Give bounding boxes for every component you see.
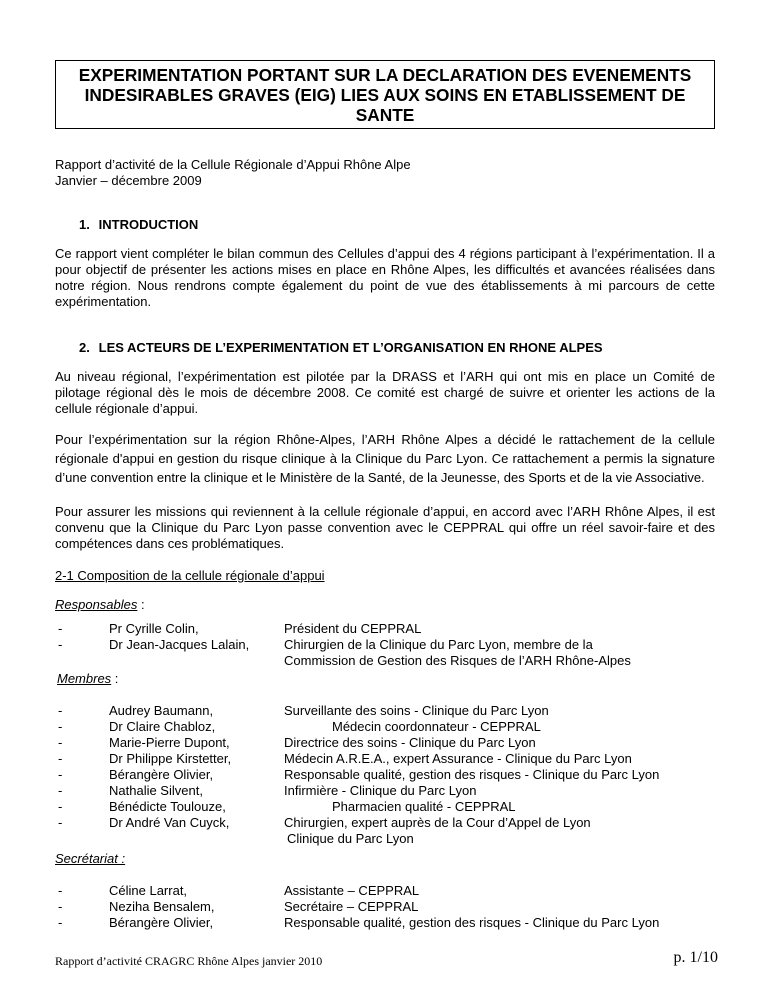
secretariat-label: Secrétariat : [55,851,126,866]
section-2-paragraph-2: Pour l’expérimentation sur la région Rhône-Alpes, l’ARH Rhône Alpes a décidé le rattachement de la cellule régionale d'appui en gestion du risque clinique à la Clinique du Parc Lyon. Ce rattachement a permis la signature d’une convention entre la clinique et le Ministère de la Santé, de la Jeunesse, des Sports et de la vie Associative. [55,432,715,485]
list-item: - Bérangère Olivier, Responsable qualité, gestion des risques - Clinique du Parc Lyon [58,767,660,782]
list-item-continuation: Commission de Gestion des Risques de l’ARH Rhône-Alpes [284,653,631,668]
membres-list [55,703,715,847]
section-1-number: 1. [79,217,90,232]
list-item: - Céline Larrat, Assistante – CEPPRAL [58,883,420,898]
section-1-paragraph: Ce rapport vient compléter le bilan commun des Cellules d’appui des 4 régions participant à l’expérimentation. Il a pour objectif de présenter les actions mises en place en Rhône Alpes, les difficultés et avancées réalisées dans notre région. Nous rendrons compte également du point de vue des établissements à mi parcours de cette expérimentation. [55,246,715,309]
section-1-title: INTRODUCTION [98,217,199,232]
list-item: - Audrey Baumann, Surveillante des soins - Clinique du Parc Lyon [58,703,549,718]
list-item: - Bénédicte Toulouze, Pharmacien qualité - CEPPRAL [58,799,516,814]
document-page [55,60,715,931]
list-item: - Neziha Bensalem, Secrétaire – CEPPRAL [58,899,419,914]
list-item: - Pr Cyrille Colin, Président du CEPPRAL [58,621,422,636]
list-item: - Dr Philippe Kirstetter, Médecin A.R.E.A., expert Assurance - Clinique du Parc Lyon [58,751,632,766]
subtitle-line-1: Rapport d’activité de la Cellule Régionale d’Appui Rhône Alpe [55,157,411,172]
section-2-number: 2. [79,340,90,355]
responsables-list [55,621,715,669]
membres-label: Membres : [57,671,119,686]
list-item: - Marie-Pierre Dupont, Directrice des soins - Clinique du Parc Lyon [58,735,536,750]
section-2-paragraph-3: Pour assurer les missions qui reviennent à la cellule régionale d’appui, en accord avec l’ARH Rhône Alpes, il est convenu que la Clinique du Parc Lyon passe convention avec le CEPPRAL qui offre un réel savoir-faire et des compétences dans ces problématiques. [55,504,715,551]
list-item-continuation: Clinique du Parc Lyon [287,831,414,846]
list-item: - Nathalie Silvent, Infirmière - Clinique du Parc Lyon [58,783,477,798]
list-item: - Dr André Van Cuyck, Chirurgien, expert auprès de la Cour d’Appel de Lyon [58,815,591,830]
section-2-paragraph-1: Au niveau régional, l’expérimentation est pilotée par la DRASS et l’ARH qui ont mis en place un Comité de pilotage régional dès le mois de décembre 2008. Ce comité est chargé de suivre et orienter les actions de la cellule régionale d’appui. [55,369,715,416]
section-2-title: LES ACTEURS DE L’EXPERIMENTATION ET L’ORGANISATION EN RHONE ALPES [98,340,603,355]
responsables-label: Responsables : [55,597,145,612]
page-number: p. 1/10 [673,949,718,966]
section-1-heading [79,217,715,233]
document-title: EXPERIMENTATION PORTANT SUR LA DECLARATION DES EVENEMENTS INDESIRABLES GRAVES (EIG) LIES AUX SOINS EN ETABLISSEMENT DE SANTE [55,60,715,129]
list-item: - Dr Claire Chabloz, Médecin coordonnateur - CEPPRAL [58,719,541,734]
list-item: - Bérangère Olivier, Responsable qualité, gestion des risques - Clinique du Parc Lyon [58,915,660,930]
subsection-heading: 2-1 Composition de la cellule régionale d’appui [55,568,325,583]
report-subtitle [55,157,715,189]
footer-report-label: Rapport d’activité CRAGRC Rhône Alpes janvier 2010 [55,954,323,968]
list-item: - Dr Jean-Jacques Lalain, Chirurgien de la Clinique du Parc Lyon, membre de la [58,637,593,652]
secretariat-list [55,883,715,931]
section-2-heading [79,340,715,356]
subtitle-line-2: Janvier – décembre 2009 [55,173,202,188]
